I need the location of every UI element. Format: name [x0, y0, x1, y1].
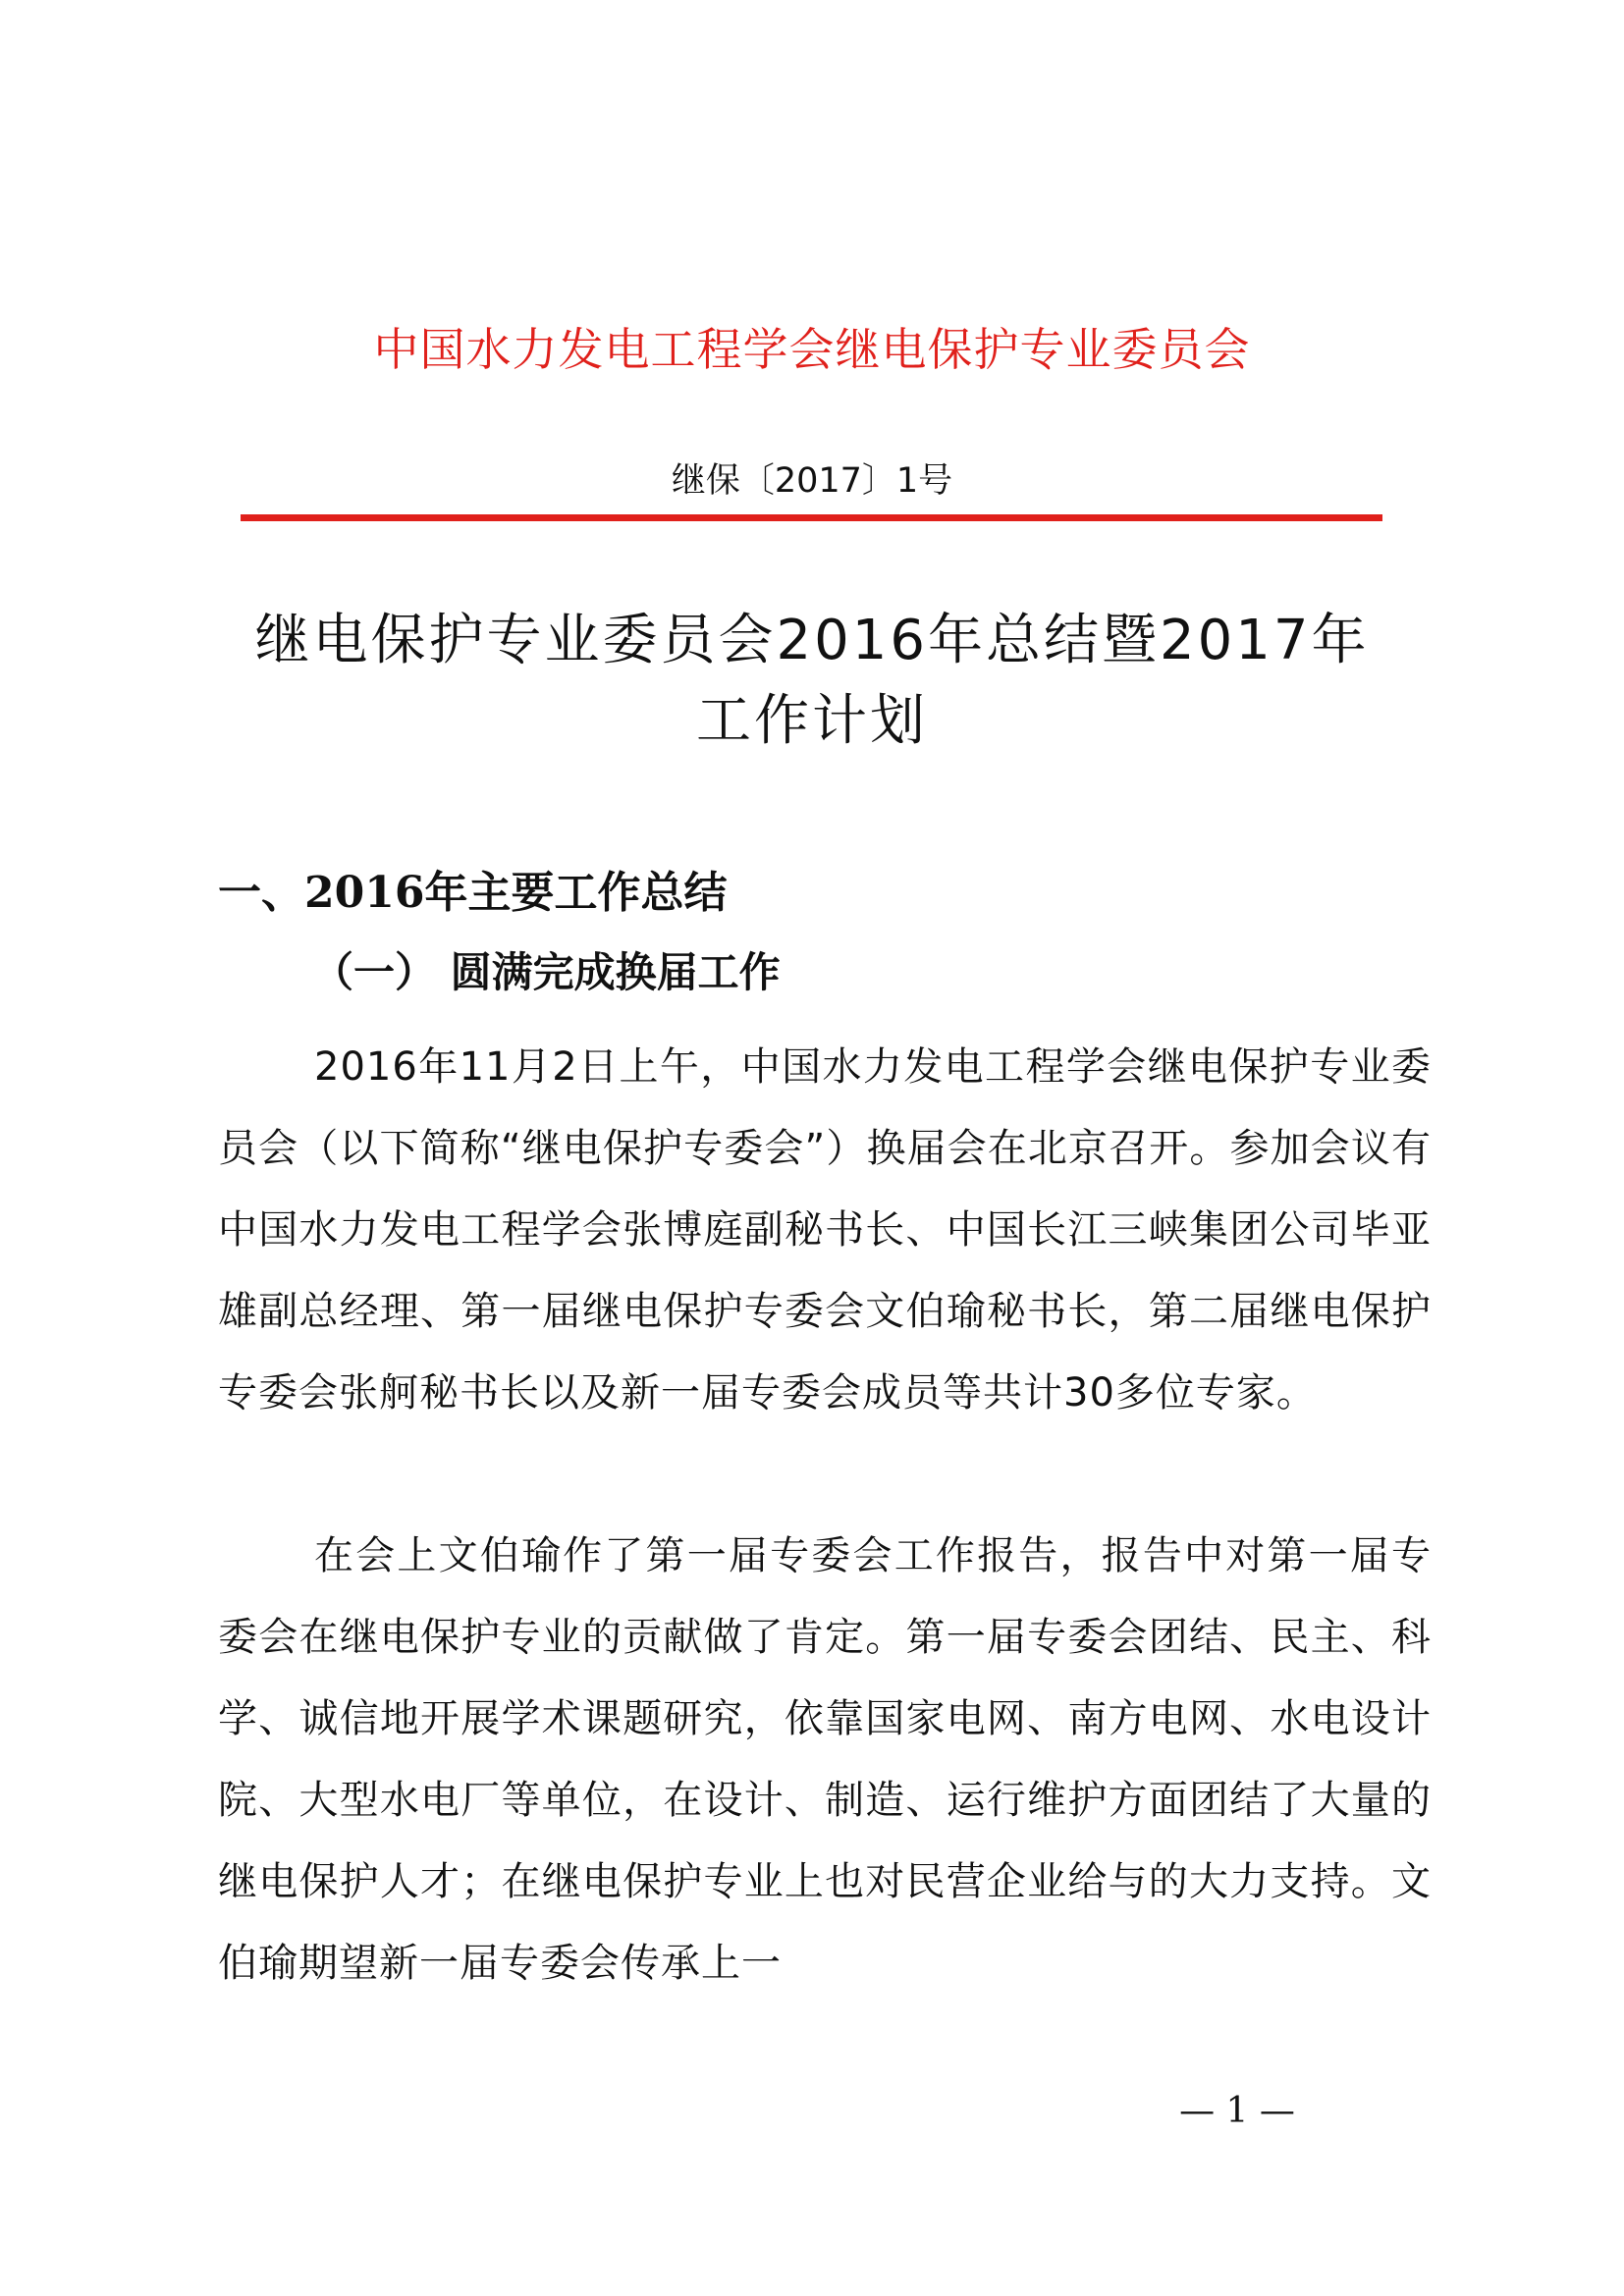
document-number: 继保〔2017〕1号 — [671, 461, 953, 501]
document-title-line-1: 继电保护专业委员会2016年总结暨2017年 — [254, 609, 1370, 672]
red-divider-line — [241, 514, 1382, 521]
organization-header: 中国水力发电工程学会继电保护专业委员会 — [373, 323, 1251, 376]
page-number: — 1 — — [1179, 2091, 1295, 2131]
document-title — [0, 601, 1624, 762]
body-paragraph: 2016年11月2日上午，中国水力发电工程学会继电保护专业委员会（以下简称“继电保护专委会”）换届会在北京召开。参加会议有中国水力发电工程学会张博庭副秘书长、中国长江三峡集团公司毕亚雄副总经理、第一届继电保护专委会文伯瑜秘书长，第二届继电保护专委会张舸秘书长以及新一届专委会成员等共计30多位专家。 — [218, 1044, 1432, 1415]
document-title-line-2: 工作计划 — [696, 689, 928, 753]
section-heading: 一、2016年主要工作总结 — [218, 868, 728, 918]
body-paragraph: 在会上文伯瑜作了第一届专委会工作报告，报告中对第一届专委会在继电保护专业的贡献做了肯定。第一届专委会团结、民主、科学、诚信地开展学术课题研究，依靠国家电网、南方电网、水电设计院、大型水电厂等单位，在设计、制造、运行维护方面团结了大量的继电保护人才；在继电保护专业上也对民营企业给与的大力支持。文伯瑜期望新一届专委会传承上一 — [218, 1533, 1432, 1986]
subsection-heading: （一） 圆满完成换届工作 — [312, 948, 781, 996]
